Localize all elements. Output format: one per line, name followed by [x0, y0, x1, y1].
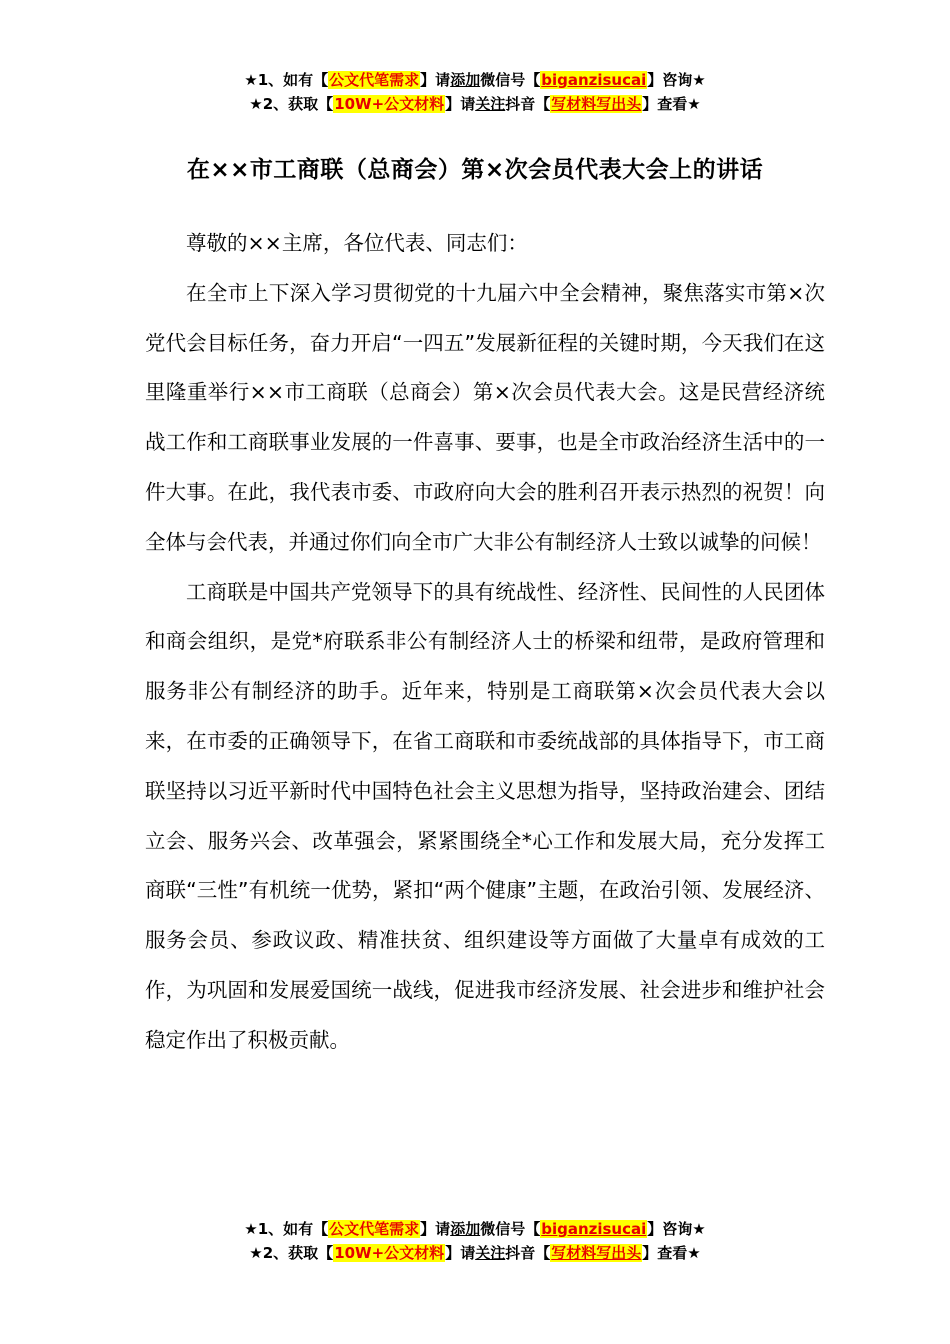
promo-line-2 [0, 92, 950, 116]
promo-text: 微信号【 [480, 71, 541, 89]
body-paragraph: 在全市上下深入学习贯彻党的十九届六中全会精神，聚焦落实市第×次党代会目标任务，奋力开启“一四五”发展新征程的关键时期，今天我们在这里隆重举行××市工商联（总商会）第×次会员代表大会。这是民营经济统战工作和工商联事业发展的一件喜事、要事，也是全市政治经济生活中的一件大事。在此，我代表市委、市政府向大会的胜利召开表示热烈的祝贺！向全体与会代表，并通过你们向全市广大非公有制经济人士致以诚挚的问候！ [145, 280, 825, 554]
promo-underline: 添加 [450, 1220, 481, 1238]
promo-text: ★1、如有【 [244, 1220, 329, 1238]
promo-text: 】请 [445, 1244, 476, 1262]
header-promo [0, 68, 950, 116]
promo-text: 】请 [420, 71, 451, 89]
promo-text: 微信号【 [480, 1220, 541, 1238]
promo-highlight: 公文代笔需求 [329, 1220, 420, 1238]
greeting: 尊敬的××主席，各位代表、同志们： [186, 231, 528, 255]
promo-text: 】请 [445, 95, 476, 113]
footer-promo [0, 1217, 950, 1265]
promo-text: 】查看★ [642, 1244, 701, 1262]
promo-text: ★2、获取【 [249, 1244, 334, 1262]
douyin-account-link[interactable]: 写材料写出头 [551, 1244, 642, 1262]
promo-text: 】查看★ [642, 95, 701, 113]
wechat-id-link[interactable]: biganzisucai [541, 1220, 647, 1238]
document-title: 在××市工商联（总商会）第×次会员代表大会上的讲话 [186, 157, 764, 183]
promo-highlight: 10W+公文材料 [334, 1244, 445, 1262]
wechat-id-link[interactable]: biganzisucai [541, 71, 647, 89]
promo-text: 】咨询★ [647, 71, 706, 89]
promo-underline: 添加 [450, 71, 481, 89]
promo-line-1 [0, 68, 950, 92]
promo-line-1 [0, 1217, 950, 1241]
promo-text: ★2、获取【 [249, 95, 334, 113]
promo-highlight: 公文代笔需求 [329, 71, 420, 89]
promo-line-2 [0, 1241, 950, 1265]
promo-text: 抖音【 [505, 95, 551, 113]
body-paragraph: 工商联是中国共产党领导下的具有统战性、经济性、民间性的人民团体和商会组织，是党*府联系非公有制经济人士的桥梁和纽带，是政府管理和服务非公有制经济的助手。近年来，特别是工商联第×次会员代表大会以来，在市委的正确领导下，在省工商联和市委统战部的具体指导下，市工商联坚持以习近平新时代中国特色社会主义思想为指导，坚持政治建会、团结立会、服务兴会、改革强会，紧紧围绕全*心工作和发展大局，充分发挥工商联“三性”有机统一优势，紧扣“两个健康”主题，在政治引领、发展经济、服务会员、参政议政、精准扶贫、组织建设等方面做了大量卓有成效的工作，为巩固和发展爱国统一战线，促进我市经济发展、社会进步和维护社会稳定作出了积极贡献。 [145, 579, 825, 1052]
douyin-account-link[interactable]: 写材料写出头 [551, 95, 642, 113]
promo-underline: 关注 [475, 1244, 506, 1262]
promo-text: 抖音【 [505, 1244, 551, 1262]
promo-text: 】咨询★ [647, 1220, 706, 1238]
promo-text: 】请 [420, 1220, 451, 1238]
promo-underline: 关注 [475, 95, 506, 113]
promo-highlight: 10W+公文材料 [334, 95, 445, 113]
promo-text: ★1、如有【 [244, 71, 329, 89]
document-body [145, 219, 825, 1066]
